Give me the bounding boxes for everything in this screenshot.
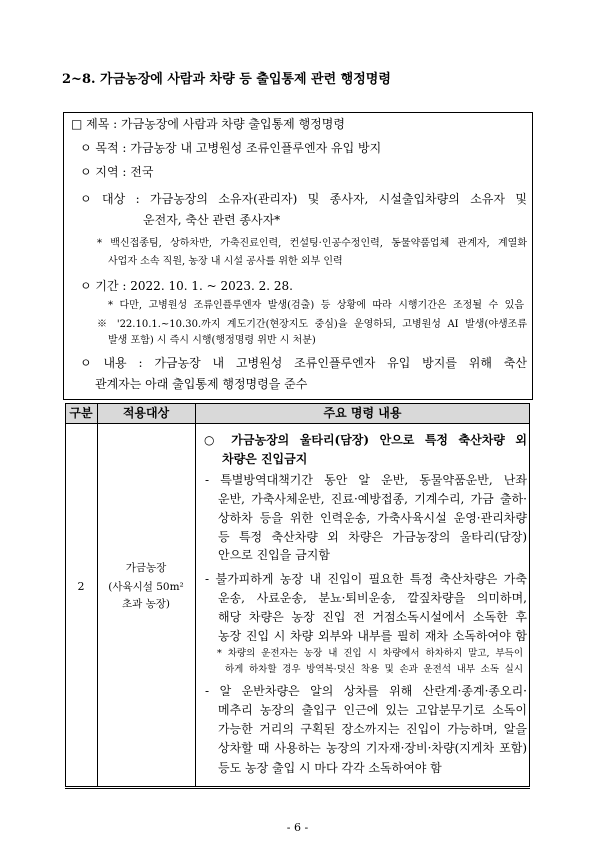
order-heading-text-cont: 차량은 진입금지 [222,452,308,466]
table-divider [529,404,530,787]
header-applicable-target: 적용대상 [122,406,170,420]
order-item-text: 메추리 농장의 출입구 인근에 있는 고압분무기로 소독이 [218,703,527,717]
order-item-text: 알 운반차량은 알의 상차를 위해 산란계·종계·종오리· [219,684,527,698]
circle-bullet-icon: ㅇ [80,356,92,370]
summary-region-line [80,164,153,180]
order-item-text: 운반, 가축사체운반, 진료·예방접종, 기계수리, 가금 출하· [218,492,527,506]
order-item-text: 등도 농장 출입 시 마다 각각 소독하여야 함 [218,761,442,775]
summary-target-footnote-cont: 사업자 소속 직원, 농장 내 시설 공사를 위한 외부 인력 [108,256,343,267]
order-item-text: 해당 차량은 농장 진입 전 거점소독시설에서 소독한 후 [218,610,527,624]
order-item-text: 농장 진입 시 차량 외부와 내부를 필히 재차 소독하여야 함 [218,629,527,643]
table-divider [195,404,196,787]
summary-period-remark-cont: 발생 포함) 시 즉시 시행(행정명령 위반 시 처분) [108,335,316,346]
summary-content-line [80,355,527,371]
row-target-line: (사육시설 50m² [108,581,184,593]
summary-period-note: * 다만, 고병원성 조류인플루엔자 발생(검출) 등 상황에 따라 시행기간은 조정될 수 있음 [108,300,524,311]
summary-region-text: 지역 : 전국 [95,165,154,179]
table-divider [97,404,98,787]
order-item-note: * 차량의 운전자는 농장 내 진입 시 차량에서 하차하지 말고, 부득이 [217,648,523,659]
summary-target-line [80,191,527,207]
order-item-note: 하게 하차할 경우 방역복·덧신 착용 및 손과 운전석 내부 소독 실시 [225,664,523,675]
order-item-text: 특별방역대책기간 동안 알 운반, 동물약품운반, 난좌 [220,473,527,487]
circle-bullet-icon: ㅇ [80,279,92,293]
order-item-2-line [205,571,527,587]
circle-bullet-icon: ㅇ [80,192,92,206]
table-header-row [65,404,530,424]
order-item-3-line [205,683,527,699]
order-item-text: 안으로 진입을 금지함 [218,548,330,562]
summary-period-line [80,278,293,294]
order-item-text: 등 특정 축산차량 외 차량은 가금농장의 울타리(담장) [218,530,527,544]
order-item-text: 운송, 사료운송, 분뇨·퇴비운송, 깔짚차량을 의미하며, [218,591,527,605]
summary-target-text: 대상 : 가금농장의 소유자(관리자) 및 종사자, 시설출입차량의 소유자 및 [102,192,527,206]
order-heading-text: 가금농장의 울타리(담장) 안으로 특정 축산차량 외 [231,433,527,447]
summary-heading-text: 제목 : 가금농장에 사람과 차량 출입통제 행정명령 [86,117,345,131]
square-bullet-icon: □ [71,117,83,131]
dash-bullet-icon: - [205,572,210,586]
summary-period-text: 기간 : 2022. 10. 1. ~ 2023. 2. 28. [95,279,293,293]
summary-purpose-line [80,140,381,156]
order-heading-line [204,432,527,448]
order-item-text: 불가피하게 농장 내 진입이 필요한 특정 축산차량은 가축 [215,572,527,586]
summary-content-text-cont: 관계자는 아래 출입통제 행정명령을 준수 [95,377,308,391]
order-item-1-line [205,472,527,488]
order-item-text: 상차할 때 사용하는 농장의 기자재·장비·차량(지게차 포함) [218,741,527,755]
circle-bullet-icon: ㅇ [80,165,92,179]
order-item-text: 상하차 등을 위한 인력운송, 가축사육시설 운영·관리차량 [218,511,527,525]
row-target-line: 초과 농장) [121,598,170,610]
summary-period-remark: ※ '22.10.1.~10.30.까지 계도기간(현장지도 중심)을 운영하되, 고병원성 AI 발생(야생조류 [97,319,527,330]
row-division: 2 [77,580,85,593]
dash-bullet-icon: - [205,473,210,487]
summary-target-text-cont: 운전자, 축산 관련 종사자* [143,213,281,227]
section-title: 2~8. 가금농장에 사람과 차량 등 출입통제 관련 행정명령 [62,72,391,87]
summary-heading-line [71,116,345,132]
circle-bullet-icon: ㅇ [80,141,92,155]
page-number: - 6 - [286,821,309,834]
dash-bullet-icon: - [205,684,210,698]
header-division: 구분 [69,406,93,420]
table-divider [65,404,66,787]
circle-bullet-icon: ○ [204,433,221,447]
order-item-text: 가능한 거리의 구획된 장소까지는 진입이 가능하며, 알을 [218,722,527,736]
header-main-order: 주요 명령 내용 [323,406,402,420]
summary-target-footnote: * 백신접종팀, 상하차반, 가축진료인력, 컨설팅·인공수정인력, 동물약품업체 관계자, 계열화 [97,238,527,249]
summary-purpose-text: 목적 : 가금농장 내 고병원성 조류인플루엔자 유입 방지 [95,141,382,155]
summary-content-text: 내용 : 가금농장 내 고병원성 조류인플루엔자 유입 방지를 위해 축산 [103,356,527,370]
row-target-line: 가금농장 [125,562,167,574]
